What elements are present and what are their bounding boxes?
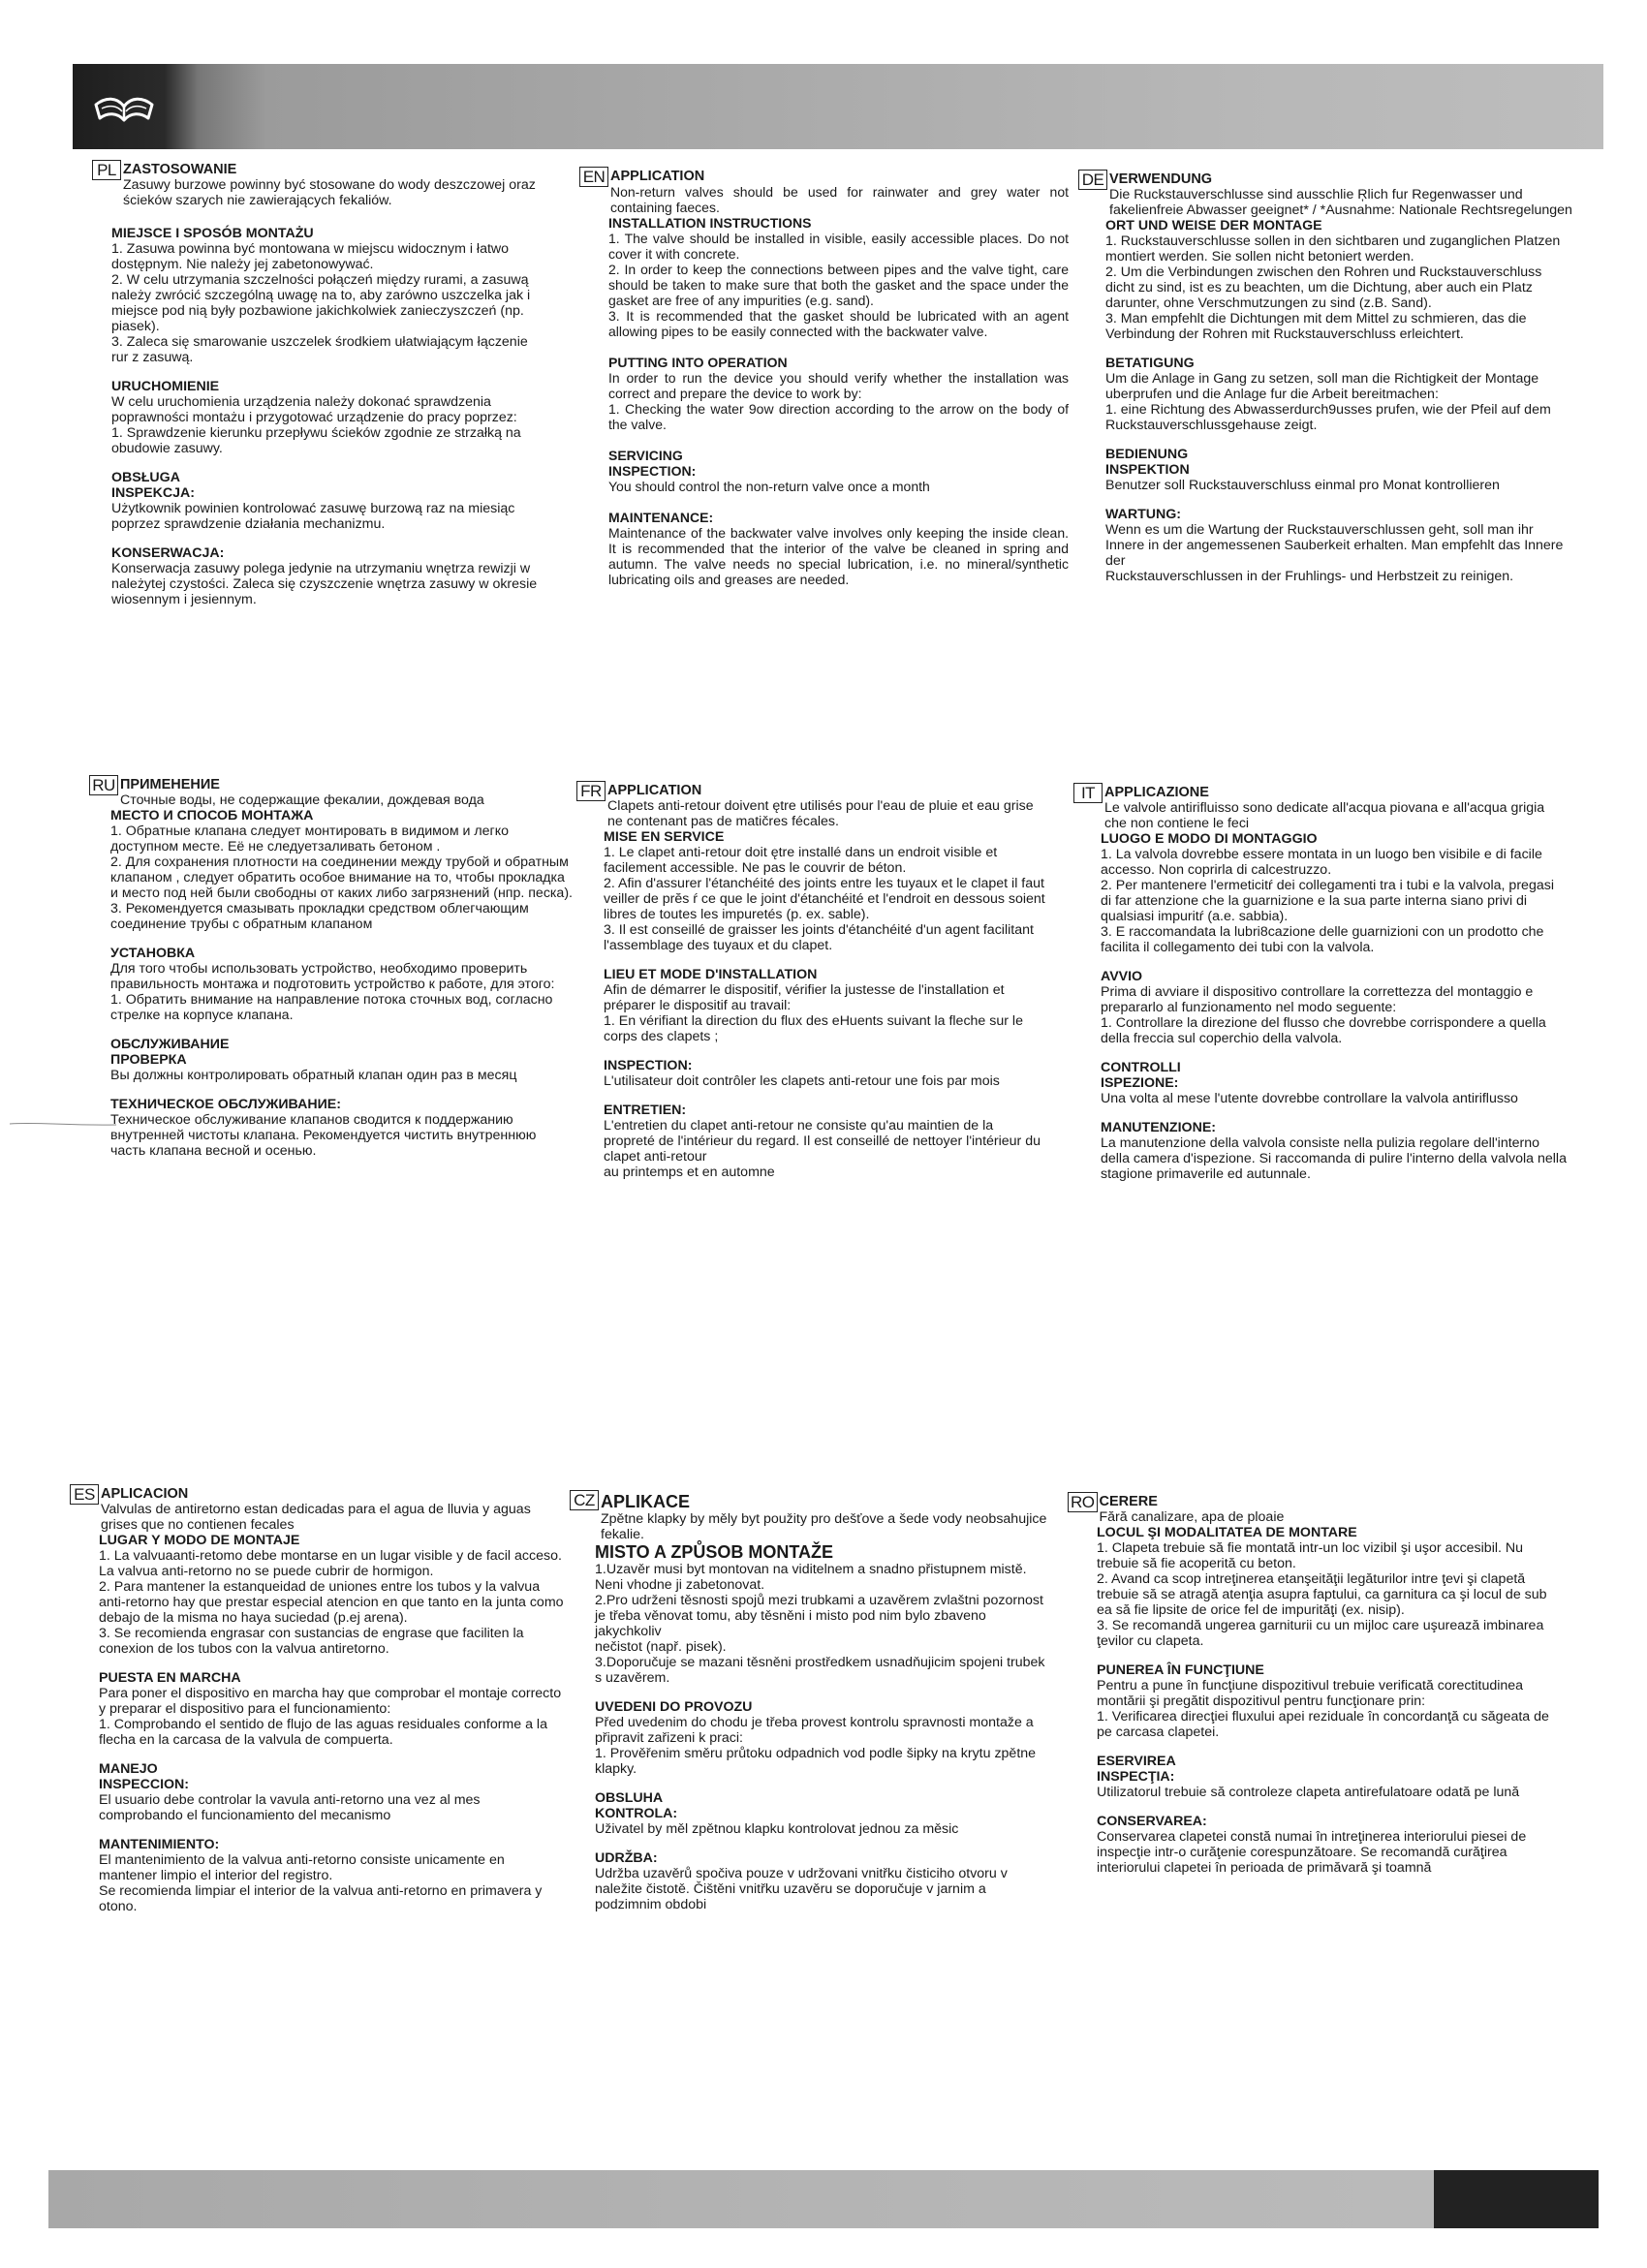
startup-heading: BETATIGUNG bbox=[1105, 356, 1195, 371]
intro-text: Valvulas de antiretorno estan dedicadas para el agua de lluvia y aguas grises que no contienen fecales bbox=[101, 1502, 531, 1533]
intro-text: Clapets anti-retour doivent ętre utilisés pour l'eau de pluie et eau grise ne contenant pas de matičres fécales. bbox=[607, 798, 1034, 829]
installation-step-1: 1. Le clapet anti-retour doit ętre installé dans un endroit visible et facilement accessible. Ne pas le couvrir de béton. bbox=[604, 845, 998, 876]
intro-text: Le valvole antirifluisso sono dedicate all'acqua piovana e all'acqua grigia che non contiene le feci bbox=[1104, 800, 1545, 831]
intro-text: Fără canalizare, apa de ploaie bbox=[1099, 1509, 1285, 1525]
section-de bbox=[1078, 170, 1572, 598]
section-cz bbox=[570, 1490, 1054, 1926]
service-heading: ESERVIREA bbox=[1097, 1754, 1176, 1769]
section-it bbox=[1073, 783, 1568, 1196]
inspection-text: Una volta al mese l'utente dovrebbe controllare la valvola antiriflusso bbox=[1101, 1091, 1518, 1106]
language-code: DE bbox=[1078, 170, 1107, 190]
installation-heading: MIEJSCE I SPOSÓB MONTAŻU bbox=[111, 226, 314, 241]
installation-step-2: 2. Um die Verbindungen zwischen den Rohren und Ruckstauverschluss dicht zu sind, ist es zu beachten, um die Dichtung, aber auch ein Platz bbox=[1105, 264, 1542, 295]
inspection-heading: ПРОВЕРКА bbox=[110, 1052, 187, 1068]
installation-step-2-cont: nečistot (např. pisek). bbox=[595, 1639, 727, 1655]
maintenance-text: El mantenimiento de la valvua anti-retorno consiste unicamente en mantener limpio el interior del registro. bbox=[99, 1852, 505, 1883]
installation-heading: LUOGO E MODO DI MONTAGGIO bbox=[1101, 831, 1318, 847]
installation-step-3: 3. Zaleca się smarowanie uszczelek środkiem ułatwiającym łączenie rur z zasuwą. bbox=[111, 334, 528, 365]
maintenance-heading: WARTUNG: bbox=[1105, 507, 1182, 522]
intro-text: Non-return valves should be used for rainwater and grey water not containing faeces. bbox=[610, 184, 1069, 215]
startup-step-1: 1. eine Richtung des Abwasserdurch9usses prufen, wie der Pfeil auf dem Ruckstauverschlussgehause zeigt. bbox=[1105, 402, 1551, 433]
section-title: APLIKACE bbox=[601, 1492, 691, 1511]
maintenance-heading: MAINTENANCE: bbox=[608, 510, 714, 525]
installation-step-1: 1. La valvola dovrebbe essere montata in un luogo ben visibile e di facile accesso. Non coprirla di calcestruzzo. bbox=[1101, 847, 1542, 878]
startup-step-1: 1. Prověřenim směru průtoku odpadnich vod podle šipky na krytu zpětne klapky. bbox=[595, 1746, 1037, 1777]
installation-step-1: 1. The valve should be installed in visible, easily accessible places. Do not cover it with concrete. bbox=[608, 231, 1069, 262]
language-code: IT bbox=[1073, 783, 1103, 803]
maintenance-text: Техническое обслуживание клапанов сводится к поддержанию внутренней чистоты клапана. Рекомендуется чистить внутреннюю часть клапана весной и осенью. bbox=[110, 1112, 537, 1159]
startup-text: Um die Anlage in Gang zu setzen, soll man die Richtigkeit der Montage uberprufen und die Anlage fur die Arbeit bereitmachen: bbox=[1105, 371, 1539, 402]
installation-heading: МЕСТО И СПОСОБ МОНТАЖА bbox=[110, 808, 314, 823]
inspection-text: Вы должны контролировать обратный клапан один раз в месяц bbox=[110, 1068, 517, 1083]
language-code: FR bbox=[576, 781, 606, 801]
section-title: VERWENDUNG bbox=[1109, 171, 1213, 187]
maintenance-text: L'entretien du clapet anti-retour ne consiste qu'au maintien de la propreté de l'intérieur du regard. Il est conseillé de nettoyer l'intérieur du clapet anti-retour bbox=[604, 1118, 1041, 1165]
installation-heading: INSTALLATION INSTRUCTIONS bbox=[608, 215, 812, 231]
installation-heading: ORT UND WEISE DER MONTAGE bbox=[1105, 218, 1322, 233]
installation-step-3: 3. Se recomienda engrasar con sustancias de engrase que faciliten la conexion de los tubos con la valvua antiretorno. bbox=[99, 1626, 524, 1657]
maintenance-text-cont: Se recomienda limpiar el interior de la valvua anti-retorno en primavera y otono. bbox=[99, 1883, 543, 1914]
maintenance-text: Udržba uzavěrů spočiva pouze v udržovani vnitřku čisticiho otvoru v naležite čistotě. Čištěni vnitřku uzavěru se doporučuje v jarnim a podzimnim obdobi bbox=[595, 1866, 1008, 1912]
maintenance-heading: UDRŽBA: bbox=[595, 1850, 658, 1866]
service-heading: SERVICING bbox=[608, 448, 683, 463]
maintenance-heading: KONSERWACJA: bbox=[111, 545, 225, 561]
inspection-text: L'utilisateur doit contrôler les clapets anti-retour une fois par mois bbox=[604, 1073, 1000, 1089]
section-title: ZASTOSOWANIE bbox=[123, 162, 237, 177]
inspection-text: Użytkownik powinien kontrolować zasuwę burzową raz na miesiąc poprzez sprawdzenie działania mechanizmu. bbox=[111, 501, 515, 532]
installation-step-2: 2. Para mantener la estanqueidad de uniones entre los tubos y la valvua anti-retorno hay que prestar especial atencion en que tanto en la junta como bbox=[99, 1579, 564, 1610]
startup-step-1: 1. Sprawdzenie kierunku przepływu ścieków zgodnie ze strzałką na obudowie zasuwy. bbox=[111, 425, 521, 456]
installation-step-2-cont: ea să fie lipsite de orice fel de impurităţi (ex. nisip). bbox=[1097, 1602, 1405, 1618]
inspection-heading: INSPEKCJA: bbox=[111, 485, 195, 501]
language-code: RO bbox=[1068, 1492, 1098, 1512]
service-heading: MANEJO bbox=[99, 1761, 158, 1777]
startup-heading: PUNEREA ÎN FUNCŢIUNE bbox=[1097, 1662, 1264, 1678]
scan-scratch-mark bbox=[10, 1120, 116, 1130]
inspection-heading: INSPEKTION bbox=[1105, 462, 1190, 478]
service-heading: ОБСЛУЖИВАНИЕ bbox=[110, 1037, 230, 1052]
header-bar bbox=[73, 64, 1603, 149]
maintenance-heading: ТЕХНИЧЕСКОЕ ОБСЛУЖИВАНИЕ: bbox=[110, 1097, 341, 1112]
installation-step-2: 2. W celu utrzymania szczelności połączeń między rurami, a zasuwą należy zwrócić szczególną uwagę na to, aby zarówno uszczelka jak i miejsce pod nią były pozbawione jakichkolwiek zanieczyszczeń (np. piasek). bbox=[111, 272, 531, 334]
startup-text: Para poner el dispositivo en marcha hay que comprobar el montaje correcto y preparar el dispositivo para el funcionamiento: bbox=[99, 1686, 562, 1717]
startup-heading: URUCHOMIENIE bbox=[111, 379, 220, 394]
footer-bar bbox=[48, 2170, 1599, 2228]
startup-heading: AVVIO bbox=[1101, 969, 1143, 984]
installation-step-1: 1.Uzavěr musi byt montovan na viditelnem a snadno přistupnem mistě. Neni vhodne ji zabetonovat. bbox=[595, 1562, 1027, 1593]
language-code: RU bbox=[89, 775, 118, 795]
startup-step-1: 1. En vérifiant la direction du flux des eHuents suivant la fleche sur le corps des clapets ; bbox=[604, 1013, 1023, 1044]
intro-text: Zasuwy burzowe powinny być stosowane do wody deszczowej oraz ścieków szarych nie zawierających fekaliów. bbox=[123, 177, 536, 208]
service-heading: OBSŁUGA bbox=[111, 470, 180, 485]
startup-heading: УСТАНОВКА bbox=[110, 946, 196, 961]
startup-heading: UVEDENI DO PROVOZU bbox=[595, 1699, 753, 1715]
section-title: CERERE bbox=[1099, 1494, 1158, 1509]
startup-text: In order to run the device you should verify whether the installation was correct and prepare the device to work by: bbox=[608, 370, 1069, 401]
maintenance-text: La manutenzione della valvola consiste nella pulizia regolare dell'interno della camera d'ispezione. Si raccomanda di pulire l'interno della valvola nella stagione primaverile ed autunnale. bbox=[1101, 1135, 1567, 1182]
section-title: APPLICATION bbox=[607, 783, 702, 798]
inspection-heading: INSPECCION: bbox=[99, 1777, 190, 1792]
maintenance-text-cont: au printemps et en automne bbox=[604, 1165, 775, 1180]
footer-bar-dark-end bbox=[1434, 2170, 1599, 2228]
section-title: APLICACION bbox=[101, 1486, 189, 1502]
intro-text: Zpětne klapky by měly byt použity pro dešťove a šede vody neobsahujice fekalie. bbox=[601, 1511, 1047, 1542]
maintenance-text: Conservarea clapetei constă numai în intreţinerea interiorului piesei de inspecţie intr-o curăţenie corespunzătoare. Se recomandă curăţirea interiorului clapetei în perioada de primăvară şi toamnă bbox=[1097, 1829, 1527, 1876]
inspection-heading: INSPECŢIA: bbox=[1097, 1769, 1175, 1785]
inspection-text: You should control the non-return valve once a month bbox=[608, 479, 930, 494]
installation-step-2: 2. In order to keep the connections between pipes and the valve tight, care should be taken to make sure that both the gasket and the space under the gasket are free of any impurities (e.g. sand). bbox=[608, 262, 1069, 308]
installation-step-3: 3. E raccomandata la lubri8cazione delle guarnizioni con un prodotto che facilita il collegamento dei tubi con la valvola. bbox=[1101, 924, 1544, 955]
startup-text: Для того чтобы использовать устройство, необходимо проверить правильность монтажа и подготовить устройство к работе, для этого: bbox=[110, 961, 555, 992]
startup-step-1: 1. Controllare la direzione del flusso che dovrebbe corrispondere a quella della freccia sul coperchio della valvola. bbox=[1101, 1015, 1546, 1046]
maintenance-text: Konserwacja zasuwy polega jedynie na utrzymaniu wnętrza rewizji w należytej czystości. Zaleca się czyszczenie wnętrza zasuwy w okresie wiosennym i jesiennym. bbox=[111, 561, 538, 607]
language-code: CZ bbox=[570, 1490, 599, 1510]
installation-heading: MISTO A ZPŮSOB MONTAŽE bbox=[595, 1542, 833, 1562]
installation-heading: LOCUL ŞI MODALITATEA DE MONTARE bbox=[1097, 1525, 1357, 1540]
inspection-heading: INSPECTION: bbox=[604, 1058, 693, 1073]
installation-step-2: 2. Afin d'assurer l'étanchéité des joints entre les tuyaux et le clapet il faut veiller de prĕs ŕ ce que le joint d'étanchéité et l'endroit en dessous soient libres de toutes les impuretés (p. ex. sable). bbox=[604, 876, 1045, 922]
installation-step-2-cont: debajo de la misma no haya suciedad (p.ej arena). bbox=[99, 1610, 408, 1626]
installation-step-2: 2. Для сохранения плотности на соединении между трубой и обратным клапаном , следует обратить особое внимание на то, чтобы прокладка и место под ней были свободны от каких либо загрязнений (нпр. песка). bbox=[110, 854, 573, 901]
inspection-heading: INSPECTION: bbox=[608, 463, 697, 479]
startup-heading: PUESTA EN MARCHA bbox=[99, 1670, 241, 1686]
installation-step-1: 1. Zasuwa powinna być montowana w miejscu widocznym i łatwo dostępnym. Nie należy jej zabetonowywać. bbox=[111, 241, 510, 272]
inspection-text: El usuario debe controlar la vavula anti-retorno una vez al mes comprobando el funcionamiento del mecanismo bbox=[99, 1792, 481, 1823]
language-code: EN bbox=[579, 167, 608, 187]
section-fr bbox=[576, 781, 1046, 1194]
installation-step-3: 3. Se recomandă ungerea garniturii cu un mijloc care uşurează imbinarea ţevilor cu clapeta. bbox=[1097, 1618, 1544, 1649]
maintenance-heading: ENTRETIEN: bbox=[604, 1103, 687, 1118]
installation-step-3: 3.Doporučuje se mazani těsněni prostředkem usnadňujicim spojeni trubek s uzavěrem. bbox=[595, 1655, 1045, 1686]
startup-heading: PUTTING INTO OPERATION bbox=[608, 355, 788, 370]
service-heading: OBSLUHA bbox=[595, 1790, 664, 1806]
installation-step-3: 3. It is recommended that the gasket should be lubricated with an agent allowing pipes to be easily connected with the backwater valve. bbox=[608, 308, 1069, 339]
startup-text: Afin de démarrer le dispositif, vérifier la justesse de l'installation et préparer le dispositif au travail: bbox=[604, 982, 1005, 1013]
startup-step-1: 1. Обратить внимание на направление потока сточных вод, согласно стрелке на корпусе клапана. bbox=[110, 992, 553, 1023]
maintenance-heading: CONSERVAREA: bbox=[1097, 1814, 1207, 1829]
installation-step-1: 1. Clapeta trebuie să fie montată intr-un loc vizibil şi uşor accesibil. Nu trebuie să fie acoperită cu beton. bbox=[1097, 1540, 1524, 1571]
intro-text: Сточные воды, не содержащие фекалии, дождевая вода bbox=[120, 792, 484, 808]
section-ru bbox=[89, 775, 574, 1172]
maintenance-text: Wenn es um die Wartung der Ruckstauverschlussen geht, soll man ihr Innere in der angemessenen Sauberkeit erhalten. Man empfehlt das Innere der bbox=[1105, 522, 1564, 569]
installation-step-3: 3. Man empfehlt die Dichtungen mit dem Mittel zu schmieren, das die Verbindung der Rohren mit Ruckstauverschluss erleichtert. bbox=[1105, 311, 1527, 342]
installation-step-2: 2.Pro udrženi těsnosti spojů mezi trubkami a uzavěrem zvlaštni pozornost je třeba věnovat tomu, aby těsněni i misto pod nim bylo zbaveno jakychkoliv bbox=[595, 1593, 1043, 1639]
inspection-text: Uživatel by měl zpětnou klapku kontrolovat jednou za měsic bbox=[595, 1821, 959, 1837]
startup-text: Pentru a pune în funcţiune dispozitivul trebuie verificată corectitudinea montării şi pregătit dispozitivul pentru funcţionare prin: bbox=[1097, 1678, 1524, 1709]
open-book-icon bbox=[90, 83, 158, 130]
language-code: ES bbox=[70, 1484, 99, 1505]
installation-heading: LUGAR Y MODO DE MONTAJE bbox=[99, 1533, 300, 1548]
inspection-text: Utilizatorul trebuie să controleze clapeta antirefulatoare odată pe lună bbox=[1097, 1785, 1520, 1800]
startup-text: W celu uruchomienia urządzenia należy dokonać sprawdzenia poprawności montażu i przygotować urządzenie do pracy poprzez: bbox=[111, 394, 517, 425]
installation-step-2: 2. Avand ca scop intreţinerea etanşeităţii legăturilor intre ţevi şi clapetă trebuie să se atragă atenţia asupra faptului, ca garnitura ca şi locul de sub bbox=[1097, 1571, 1547, 1602]
installation-step-2: 2. Per mantenere l'ermeticitŕ dei collegamenti tra i tubi e la valvola, pregasi di far attenzione che la guarnizione e la sua parte interna siano privi di qualsiasi impuritŕ (a.e. sabbia). bbox=[1101, 878, 1554, 924]
installation-step-2-cont: darunter, ohne Verschmutzungen zu sind (z.B. Sand). bbox=[1105, 295, 1432, 311]
installation-step-3: 3. Il est conseillé de graisser les joints d'étanchéité d'un agent facilitant l'assemblage des tuyaux et du clapet. bbox=[604, 922, 1034, 953]
inspection-text: Benutzer soll Ruckstauverschluss einmal pro Monat kontrollieren bbox=[1105, 478, 1500, 493]
section-title: ПРИМЕНЕНИЕ bbox=[120, 777, 220, 792]
maintenance-text: Maintenance of the backwater valve involves only keeping the inside clean. It is recommended that the interior of the valve be cleaned in spring and autumn. The valve needs no special lubrication, i.e. no mineral/synthetic lubricating oils and greases are needed. bbox=[608, 525, 1069, 587]
service-heading: BEDIENUNG bbox=[1105, 447, 1189, 462]
startup-step-1: 1. Checking the water 9ow direction according to the arrow on the body of the valve. bbox=[608, 401, 1069, 432]
intro-text: Die Ruckstauverschlusse sind ausschlie Ŗlich fur Regenwasser und fakelienfreie Abwasser geeignet* / *Ausnahme: Nationale Rechtsregelungen bbox=[1109, 187, 1572, 218]
startup-text: Před uvedenim do chodu je třeba provest kontrolu spravnosti montaže a připravit zařizeni k praci: bbox=[595, 1715, 1034, 1746]
startup-step-1: 1. Verificarea direcţiei fluxului apei reziduale în concordanţă cu săgeata de pe carcasa clapetei. bbox=[1097, 1709, 1549, 1740]
section-es bbox=[70, 1484, 564, 1928]
section-title: APPLICAZIONE bbox=[1104, 785, 1209, 800]
startup-text: Prima di avviare il dispositivo controllare la correttezza del montaggio e prepararlo al funzionamento nel modo seguente: bbox=[1101, 984, 1534, 1015]
installation-heading: MISE EN SERVICE bbox=[604, 829, 725, 845]
service-heading: CONTROLLI bbox=[1101, 1060, 1181, 1075]
startup-heading: LIEU ET MODE D'INSTALLATION bbox=[604, 967, 818, 982]
section-pl bbox=[92, 160, 547, 621]
installation-step-1: 1. La valvuaanti-retomo debe montarse en un lugar visible y de facil acceso. La valvua anti-retorno no se puede cubrir de hormigon. bbox=[99, 1548, 562, 1579]
startup-step-1: 1. Comprobando el sentido de flujo de las aguas residuales conforme a la flecha en la carcasa de la valvula de compuerta. bbox=[99, 1717, 547, 1748]
installation-step-3: 3. Рекомендуется смазывать прокладки средством облегчающим соединение трубы с обратным клапаном bbox=[110, 901, 529, 932]
section-en bbox=[579, 167, 1069, 601]
maintenance-heading: MANUTENZIONE: bbox=[1101, 1120, 1217, 1135]
maintenance-heading: MANTENIMIENTO: bbox=[99, 1837, 220, 1852]
inspection-heading: ISPEZIONE: bbox=[1101, 1075, 1179, 1091]
installation-step-1: 1. Ruckstauverschlusse sollen in den sichtbaren und zuganglichen Platzen montiert werden. Sie sollen nicht betoniert werden. bbox=[1105, 233, 1561, 264]
language-code: PL bbox=[92, 160, 121, 180]
section-ro bbox=[1068, 1492, 1567, 1889]
installation-step-1: 1. Обратные клапана следует монтировать в видимом и легко доступном месте. Её не следуетзаливать бетоном . bbox=[110, 823, 509, 854]
inspection-heading: KONTROLA: bbox=[595, 1806, 678, 1821]
maintenance-text-cont: Ruckstauverschlussen in der Fruhlings- und Herbstzeit zu reinigen. bbox=[1105, 569, 1514, 584]
section-title: APPLICATION bbox=[610, 169, 705, 184]
